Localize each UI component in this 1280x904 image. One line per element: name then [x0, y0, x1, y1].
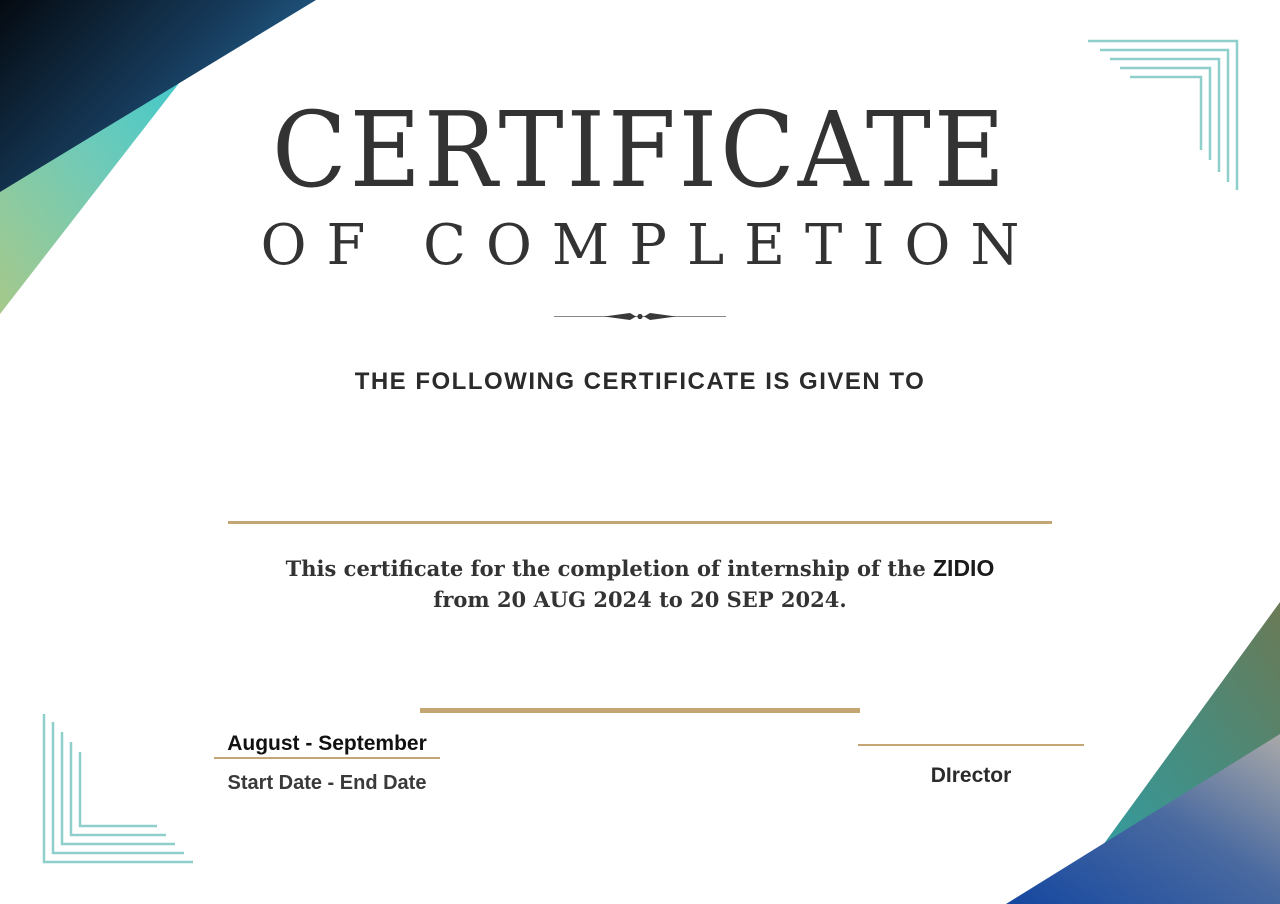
recipient-name-line — [228, 521, 1052, 524]
company-name: ZIDIO — [933, 555, 995, 581]
corner-lines-bottom-left — [44, 714, 193, 862]
body-text-prefix: This certificate for the completion of internship of the — [285, 556, 933, 581]
signature-line-main — [420, 708, 860, 713]
given-to-heading: THE FOLLOWING CERTIFICATE IS GIVEN TO — [354, 368, 926, 395]
director-signature-line — [858, 744, 1084, 746]
ornament-divider — [554, 313, 726, 320]
certificate-title: CERTIFICATE — [272, 89, 1008, 211]
body-text-dates: from 20 AUG 2024 to 20 SEP 2024. — [433, 587, 847, 612]
corner-shape-bottom-right-blue — [1006, 734, 1280, 904]
date-underline — [214, 757, 440, 759]
date-range-value: August - September — [227, 732, 427, 755]
date-range-label: Start Date - End Date — [227, 772, 427, 794]
certificate-subtitle: OF COMPLETION — [260, 213, 1040, 278]
director-label: DIrector — [930, 764, 1012, 787]
certificate-body — [230, 553, 1050, 615]
